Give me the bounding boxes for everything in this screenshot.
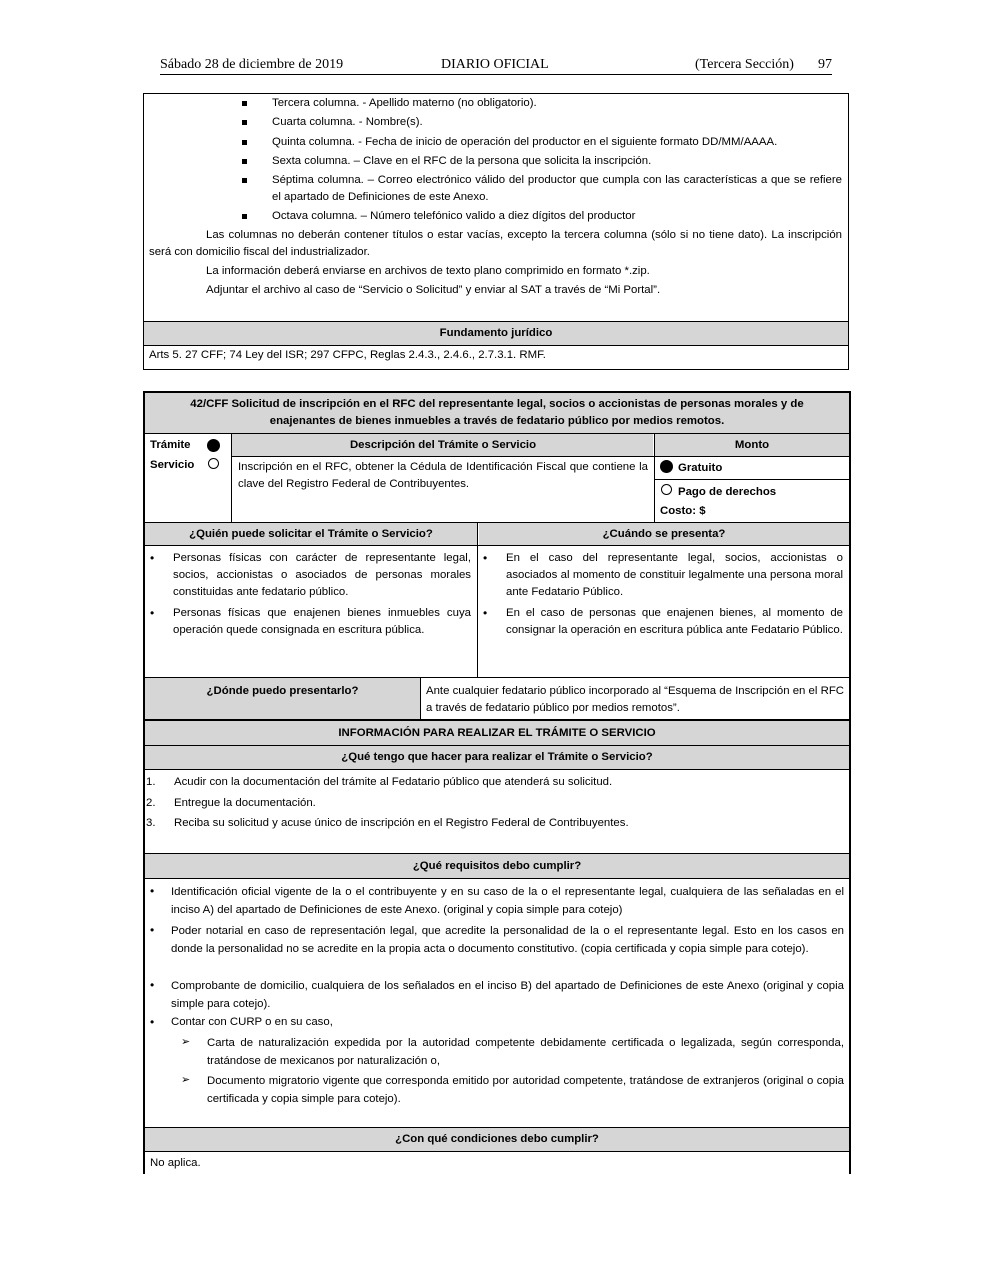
step-number: 2. [146, 797, 156, 809]
requirement-item: Poder notarial en caso de representación legal, que acredite la personalidad de la o el representante legal. Esto en los casos en donde la personalidad no se acredite en la propia acta o documento constitutivo. (copia certificada y copia simple para cotejo). [171, 925, 844, 955]
bullet-icon: • [150, 551, 155, 565]
columns-note: Las columnas no deberán contener títulos o estar vacías, excepto la tercera columna (sólo si no tiene dato). La inscripción será con domicilio fiscal del industrializador. [149, 229, 842, 258]
requirement-item: Comprobante de domicilio, cualquiera de los señalados en el inciso B) del apartado de Definiciones de este Anexo (original y copia simple para cotejo). [171, 980, 844, 1010]
column-item: Séptima columna. – Correo electrónico válido del productor que cumpla con las características a que se refiere el apartado de Definiciones de este Anexo. [272, 174, 842, 203]
info-header: INFORMACIÓN PARA REALIZAR EL TRÁMITE O SERVICIO [145, 721, 849, 745]
bullet-icon: • [483, 606, 488, 620]
column-item: Octava columna. – Número telefónico valido a diez dígitos del productor [272, 210, 636, 222]
legal-basis-header: Fundamento jurídico [144, 321, 848, 346]
bullet-icon: • [150, 978, 155, 992]
amount-header: Monto [734, 439, 770, 451]
column-item: Sexta columna. – Clave en el RFC de la persona que solicita la inscripción. [272, 155, 652, 167]
procedure-42-cff-form [143, 391, 851, 1174]
subrequirement-item: Documento migratorio vigente que corresponda emitido por autoridad competente, tratándose de extranjeros (original o copia certificada y copia simple para cotejo). [207, 1075, 844, 1105]
page-header [160, 56, 832, 75]
header-date: Sábado 28 de diciembre de 2019 [160, 57, 344, 72]
previous-procedure-box [143, 93, 849, 370]
subrequirement-item: Carta de naturalización expedida por la autoridad competente debidamente certificada o legalizada, según corresponda, tratándose de mexicanos por naturalización o, [207, 1037, 844, 1067]
conditions-text: No aplica. [150, 1157, 201, 1169]
arrow-bullet-icon: ➢ [181, 1036, 191, 1048]
step-number: 3. [146, 817, 156, 829]
bullet-square-icon [242, 120, 247, 125]
when-item: En el caso de personas que enajenen bienes, al momento de consignar la operación en escritura pública ante Fedatario Público. [506, 607, 843, 636]
bullet-square-icon [242, 140, 247, 145]
step-number: 1. [146, 776, 156, 788]
form-title-text: 42/CFF Solicitud de inscripción en el RFC del representante legal, socios o accionistas de personas morales y de enajenantes de bienes inmuebles a través de fedatario público por medios remotos. [190, 398, 804, 427]
bullet-icon: • [150, 1015, 155, 1029]
servicio-label: Servicio [150, 459, 195, 471]
when-header: ¿Cuándo se presenta? [479, 523, 849, 545]
when-item: En el caso del representante legal, socios, accionistas o asociados al momento de constituir legalmente una persona moral ante Fedatario Público. [506, 552, 843, 598]
step-text: Acudir con la documentación del trámite al Fedatario público que atenderá su solicitud. [174, 776, 613, 788]
arrow-bullet-icon: ➢ [181, 1074, 191, 1086]
zip-note: La información deberá enviarse en archivos de texto plano comprimido en formato *.zip. [206, 265, 650, 277]
who-item: Personas físicas que enajenen bienes inmuebles cuya operación quede consignada en escritura pública. [173, 607, 471, 636]
column-item: Cuarta columna. - Nombre(s). [272, 116, 423, 128]
conditions-header: ¿Con qué condiciones debo cumplir? [145, 1128, 849, 1151]
what-to-do-header: ¿Qué tengo que hacer para realizar el Trámite o Servicio? [145, 746, 849, 769]
pago-derechos-label: Pago de derechos [678, 486, 777, 498]
where-header: ¿Dónde puedo presentarlo? [145, 678, 420, 720]
tramite-radio-selected-icon [207, 439, 220, 452]
costo-label: Costo: $ [660, 505, 706, 517]
requirements-header: ¿Qué requisitos debo cumplir? [145, 854, 849, 878]
step-text: Entregue la documentación. [174, 797, 316, 809]
attach-note: Adjuntar el archivo al caso de “Servicio o Solicitud” y enviar al SAT a través de “Mi Portal”. [206, 284, 661, 296]
who-item: Personas físicas con carácter de representante legal, socios, accionistas o asociados de personas morales constituidas ante fedatario público. [173, 552, 471, 598]
where-text: Ante cualquier fedatario público incorporado al “Esquema de Inscripción en el RFC a través de fedatario público por medios remotos”. [426, 685, 844, 714]
header-page-number: 97 [818, 57, 832, 72]
column-item: Quinta columna. - Fecha de inicio de operación del productor en el siguiente formato DD/MM/AAAA. [272, 136, 778, 148]
bullet-icon: • [483, 551, 488, 565]
legal-basis-text: Arts 5. 27 CFF; 74 Ley del ISR; 297 CFPC, Reglas 2.4.3., 2.4.6., 2.7.3.1. RMF. [149, 349, 546, 361]
bullet-icon: • [150, 606, 155, 620]
gratuito-label: Gratuito [678, 462, 723, 474]
servicio-radio-empty-icon [208, 458, 219, 469]
description-text: Inscripción en el RFC, obtener la Cédula de Identificación Fiscal que contiene la clave del Registro Federal de Contribuyentes. [238, 461, 648, 490]
bullet-square-icon [242, 214, 247, 219]
description-header: Descripción del Trámite o Servicio [349, 439, 537, 451]
requirement-item: Identificación oficial vigente de la o el contribuyente y en su caso de la o el representante legal, cualquiera de las señaladas en el inciso A) del apartado de Definiciones de este Anexo. (original y copia simple para cotejo) [171, 886, 844, 916]
bullet-square-icon [242, 178, 247, 183]
pago-radio-empty-icon [661, 484, 672, 495]
bullet-square-icon [242, 101, 247, 106]
header-section: (Tercera Sección) [695, 57, 794, 72]
bullet-icon: • [150, 923, 155, 937]
form-title [145, 393, 849, 433]
bullet-icon: • [150, 884, 155, 898]
requirement-item: Contar con CURP o en su caso, [171, 1016, 333, 1028]
header-journal: DIARIO OFICIAL [441, 57, 549, 72]
bullet-square-icon [242, 159, 247, 164]
gratuito-radio-selected-icon [660, 460, 673, 473]
tramite-label: Trámite [150, 439, 191, 451]
column-item: Tercera columna. - Apellido materno (no obligatorio). [272, 97, 537, 109]
step-text: Reciba su solicitud y acuse único de inscripción en el Registro Federal de Contribuyentes. [174, 817, 629, 829]
who-header: ¿Quién puede solicitar el Trámite o Servicio? [145, 523, 477, 545]
